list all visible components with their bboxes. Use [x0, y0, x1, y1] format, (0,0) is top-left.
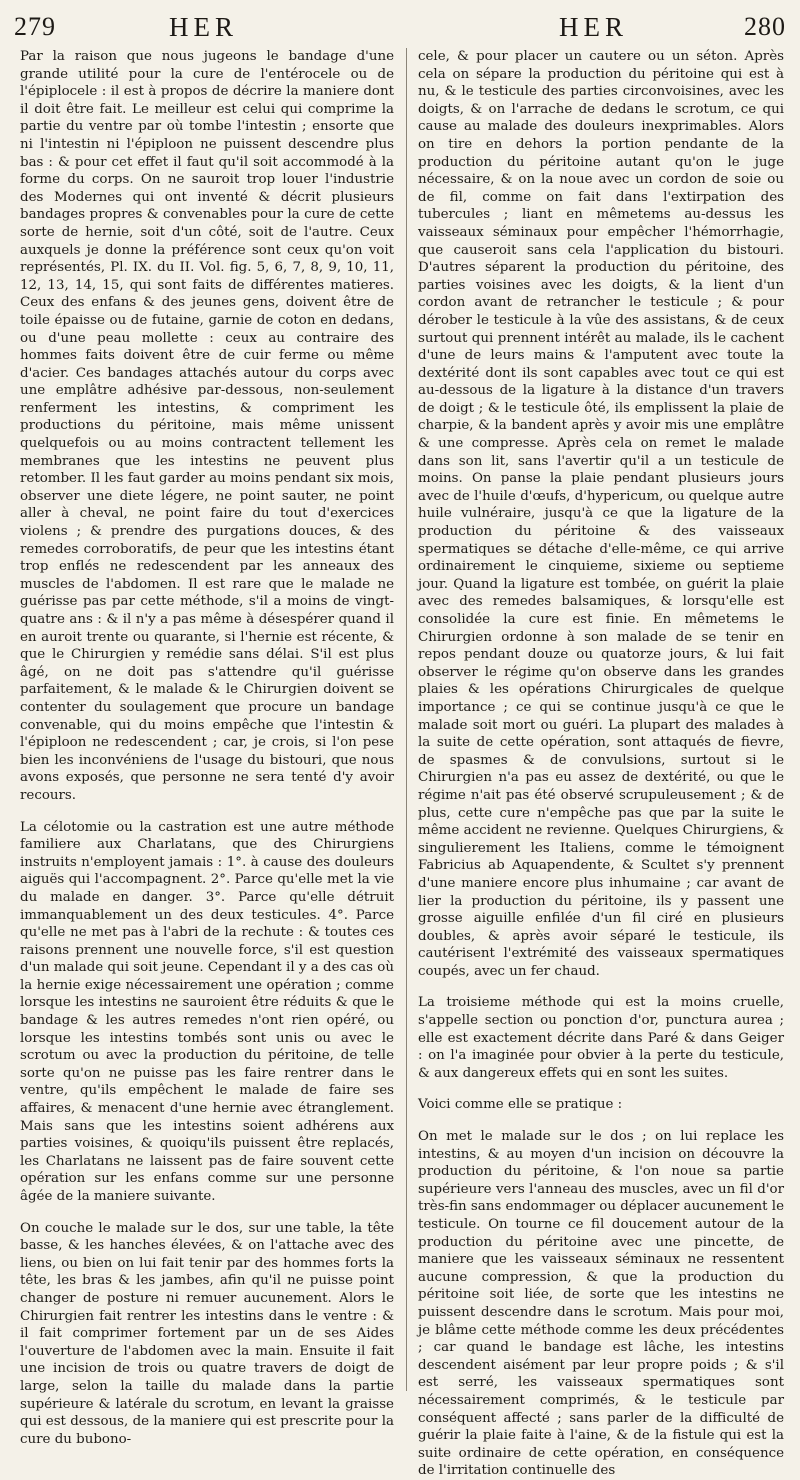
paragraph-fil-d-or: On met le malade sur le dos ; on lui replace les intestins, & au moyen d'un incision on découvre la production du péritoine, & l'on noue sa partie supérieure vers l'anneau des muscles, avec un fil d'or très-fin sans endommager ou déplacer aucunement le testicule. On tourne ce fil doucement autour de la production du péritoine avec une pincette, de maniere que les vaisseaux séminaux ne ressentent aucune compression, & que la production du péritoine soit liée, de sorte que les intestins ne puissent descendre dans le scrotum. Mais pour moi, je blâme cette méthode comme les deux précédentes ; car quand le bandage est lâche, les intestins descendent aisément par leur propre poids ; & s'il est serré, les vaisseaux spermatiques sont nécessairement comprimés, & le testicule par conséquent affecté ; sans parler de la difficulté de guérir la plaie faite à l'aine, & de la fistule qui est la suite ordinaire de cette opération, en conséquence de l'irritation continuelle des — [418, 1129, 784, 1479]
running-header — [14, 12, 786, 46]
right-running-title: HER — [559, 12, 628, 42]
column-divider — [406, 48, 407, 1391]
paragraph-troisieme-methode: La troisieme méthode qui est la moins cruelle, s'appelle section ou ponction d'or, punctura aurea ; elle est exactement décrite dans Paré & dans Geiger : on l'a imaginée pour obvier à la perte du testicule, & aux dangereux effets qui en sont les suites. — [418, 995, 784, 1081]
right-column — [418, 48, 784, 1479]
paragraph-operation-start: On couche le malade sur le dos, sur une table, la tête basse, & les hanches élevées, & on l'attache avec des liens, ou bien on lui fait tenir par des hommes forts la tête, les bras & les jambes, afin qu'il ne puisse point changer de posture ni remuer aucunement. Alors le Chirurgien fait rentrer les intestins dans le ventre : & il fait comprimer fortement par un de ses Aides l'ouverture de l'abdomen avec la main. Ensuite il fait une incision de trois ou quatre travers de doigt de large, selon la taille du malade dans la partie supérieure & latérale du scrotum, en levant la graisse qui est dessous, de la maniere qui est prescrite pour la cure du bubono- — [20, 1220, 394, 1447]
right-page-number: 280 — [744, 12, 786, 41]
left-page-number: 279 — [14, 12, 56, 41]
paragraph-celotomie: La célotomie ou la castration est une autre méthode familiere aux Charlatans, que des Chirurgiens instruits n'employent jamais : 1°. à cause des douleurs aiguës qui l'accompagnent. 2°. Parce qu'elle met la vie du malade en danger. 3°. Parce qu'elle détruit immanquablement un des deux testicules. 4°. Parce qu'elle ne met pas à l'abri de la rechute : & toutes ces raisons prennent une nouvelle force, s'il est question d'un malade qui soit jeune. Cependant il y a des cas où la hernie exige nécessairement une opération ; comme lorsque les intestins ne sauroient être réduits & que le bandage & les autres remedes n'ont rien opéré, ou lorsque les intestins tombés sont unis ou avec le scrotum ou avec la production du péritoine, de telle sorte qu'on ne puisse pas les faire rentrer dans le ventre, qu'ils empêchent le malade de faire ses affaires, & menacent d'une hernie avec étranglement. Mais sans que les intestins soient adhérens aux parties voisines, & quoiqu'ils puissent être replacés, les Charlatans ne laissent pas de faire souvent cette opération sur les enfans comme sur une personne âgée de la maniere suivante. — [20, 819, 394, 1204]
paragraph-bandage: Par la raison que nous jugeons le bandage d'une grande utilité pour la cure de l'entérocele ou de l'épiplocele : il est à propos de décrire la maniere dont il doit être fait. Le meilleur est celui qui comprime la partie du ventre par où tombe l'intestin ; ensorte que ni l'intestin ni l'épiploon ne puissent descendre plus bas : & pour cet effet il faut qu'il soit accommodé à la forme du corps. On ne sauroit trop louer l'industrie des Modernes qui ont inventé & décrit plusieurs bandages propres & convenables pour la cure de cette sorte de hernie, soit d'un côté, soit de l'autre. Ceux auxquels je donne la préférence sont ceux qu'on voit représentés, Pl. IX. du II. Vol. fig. 5, 6, 7, 8, 9, 10, 11, 12, 13, 14, 15, qui sont faits de différentes matieres. Ceux des enfans & des jeunes gens, doivent être de toile épaisse ou de futaine, garnie de coton en dedans, ou d'une peau mollette : ceux au contraire des hommes faits doivent être de cuir ferme ou même d'acier. Ces bandages attachés autour du corps avec une emplâtre adhésive par-dessous, non-seulement renferment les intestins, & compriment les productions du péritoine, mais même unissent quelquefois ou au moins contractent tellement les membranes que les intestins ne peuvent plus retomber. Il les faut garder au moins pendant six mois, observer une diete légere, ne point sauter, ne point aller à cheval, ne point faire du tout d'exercices violens ; & prendre des purgations douces, & des remedes corroboratifs, de peur que les intestins étant trop enflés ne redescendent par les anneaux des muscles de l'abdomen. Il est rare que le malade ne guérisse pas par cette méthode, s'il a moins de vingt-quatre ans : & il n'y a pas même à désespérer quand il en auroit trente ou quarante, si l'hernie est récente, & que le Chirurgien y remédie sans délai. S'il est plus âgé, on ne doit pas s'attendre qu'il guérisse parfaitement, & le malade & le Chirurgien doivent se contenter du soulagement que procure un bandage convenable, qui du moins empêche que l'intestin & l'épiploon ne redescendent ; car, je crois, si l'on pese bien les inconvéniens de l'usage du bistouri, que nous avons exposés, que personne ne sera tenté d'y avoir recours. — [20, 49, 394, 803]
paragraph-operation-continued: cele, & pour placer un cautere ou un séton. Après cela on sépare la production du péritoine qui est à nu, & le testicule des parties circonvoisines, avec les doigts, & on l'arrache de dedans le scrotum, ce qui cause au malade des douleurs inexprimables. Alors on tire en dehors la portion pendante de la production du péritoine autant qu'on le juge nécessaire, & on la noue avec un cordon de soie ou de fil, comme on fait dans l'extirpation des tubercules ; liant en mêmetems au-dessus les vaisseaux séminaux pour empêcher l'hémorrhagie, que causeroit sans cela l'application du bistouri. D'autres séparent la production du péritoine, des parties voisines avec les doigts, & la lient d'un cordon avant de retrancher le testicule ; & pour dérober le testicule à la vûe des assistans, & de ceux surtout qui prennent intérêt au malade, ils le cachent d'une de leurs mains & l'amputent avec toute la dextérité dont ils sont capables avec tout ce qui est au-dessous de la ligature à la distance d'un travers de doigt ; & le testicule ôté, ils emplissent la plaie de charpie, & la bandent après y avoir mis une emplâtre & une compresse. Après cela on remet le malade dans son lit, sans l'avertir qu'il a un testicule de moins. On panse la plaie pendant plusieurs jours avec de l'huile d'œufs, d'hypericum, ou quelque autre huile vulnéraire, jusqu'à ce que la ligature de la production du péritoine & des vaisseaux spermatiques se détache d'elle-même, ce qui arrive ordinairement le cinquieme, sixieme ou septieme jour. Quand la ligature est tombée, on guérit la plaie avec des remedes balsamiques, & lorsqu'elle est consolidée la cure est finie. En mêmetems le Chirurgien ordonne à son malade de se tenir en repos pendant douze ou quatorze jours, & lui fait observer le régime qu'on observe dans les grandes plaies & les opérations Chirurgicales de quelque importance ; ce qui se continue jusqu'à ce que le malade soit mort ou guéri. La plupart des malades à la suite de cette opération, sont attaqués de fievre, de spasmes & de convulsions, surtout si le Chirurgien n'a pas eu assez de dextérité, ou que le régime n'ait pas été observé scrupuleusement ; & de plus, cette cure n'empêche pas que par la suite le même accident ne revienne. Quelques Chirurgiens, & singulierement les Italiens, comme le témoignent Fabricius ab Aquapendente, & Scultet s'y prennent d'une maniere encore plus inhumaine ; car avant de lier la production du péritoine, ils y passent une grosse aiguille enfilée d'un fil ciré en plusieurs doubles, & après avoir séparé le testicule, ils cautérisent l'extrémité des vaisseaux spermatiques coupés, avec un fer chaud. — [418, 49, 784, 979]
paragraph-voici: Voici comme elle se pratique : — [418, 1097, 623, 1113]
left-column — [20, 48, 394, 1447]
left-running-title: HER — [169, 12, 238, 42]
